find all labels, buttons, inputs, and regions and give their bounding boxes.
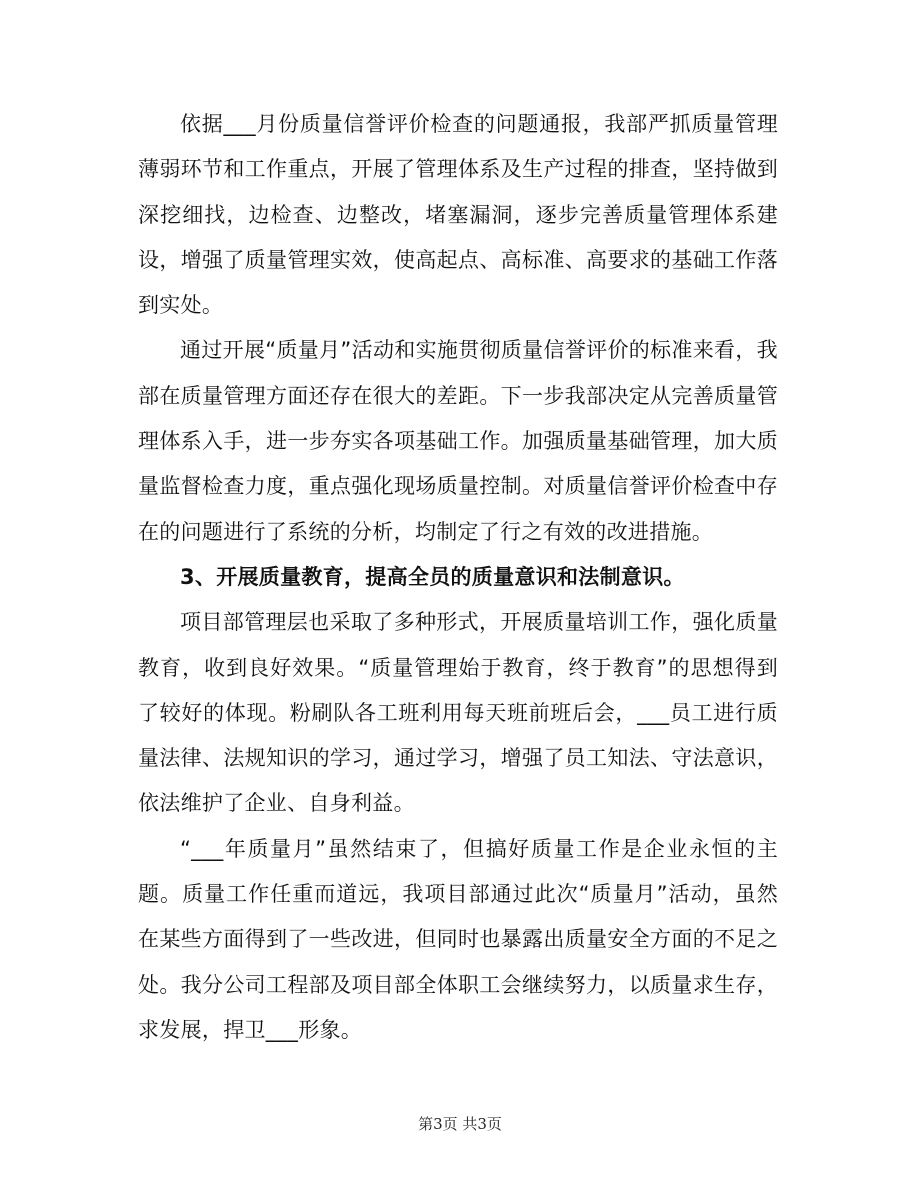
paragraph-conclusion: “___年质量月”虽然结束了，但搞好质量工作是企业永恒的主题。质量工作任重而道远，我项目部通过此次“质量月”活动，虽然在某些方面得到了一些改进，但同时也暴露出质量安全方面的不足之处。我分公司工程部及项目部全体职工会继续努力，以质量求生存，求发展，捍卫___形象。: [138, 836, 778, 1042]
section-heading-quality-education: 3、开展质量教育，提高全员的质量意识和法制意识。: [180, 564, 685, 589]
paragraph-quality-inspection: 依据___月份质量信誉评价检查的问题通报，我部严抓质量管理薄弱环节和工作重点，开展了管理体系及生产过程的排查，坚持做到深挖细找，边检查、边整改，堵塞漏洞，逐步完善质量管理体系建设，增强了质量管理实效，使高起点、高标准、高要求的基础工作落到实处。: [138, 112, 778, 318]
page-number-footer: 第3页 共3页: [418, 1115, 502, 1133]
paragraph-gap-analysis: 通过开展“质量月”活动和实施贯彻质量信誉评价的标准来看，我部在质量管理方面还存在很大的差距。下一步我部决定从完善质量管理体系入手，进一步夯实各项基础工作。加强质量基础管理，加大质量监督检查力度，重点强化现场质量控制。对质量信誉评价检查中存在的问题进行了系统的分析，均制定了行之有效的改进措施。: [138, 338, 778, 544]
document-body: [138, 102, 778, 1053]
paragraph-training: 项目部管理层也采取了多种形式，开展质量培训工作，强化质量教育，收到良好效果。“质量管理始于教育，终于教育”的思想得到了较好的体现。粉刷队各工班利用每天班前班后会，___员工进行质量法律、法规知识的学习，通过学习，增强了员工知法、守法意识，依法维护了企业、自身利益。: [138, 610, 778, 816]
